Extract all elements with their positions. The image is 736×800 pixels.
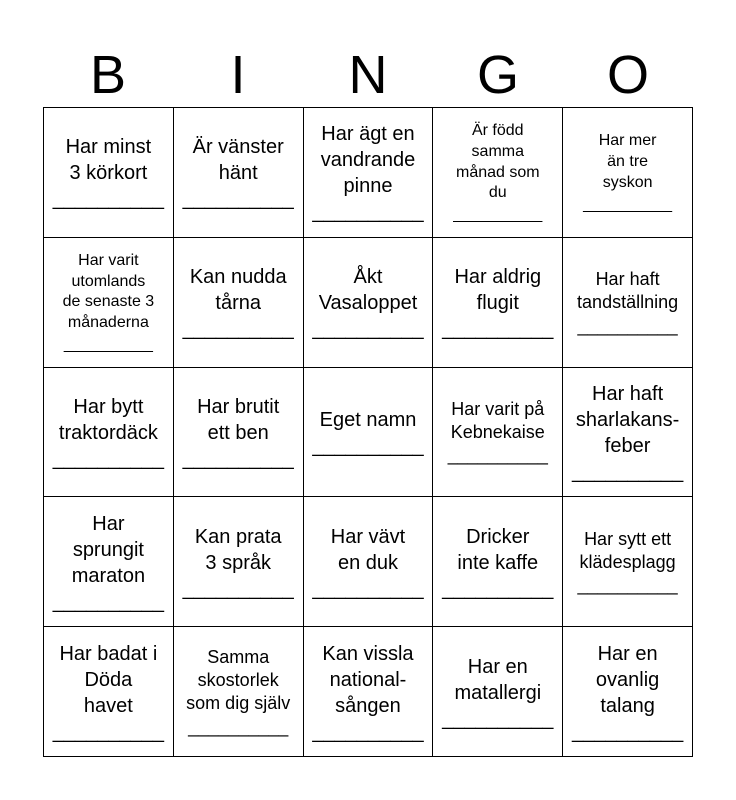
bingo-cell[interactable]: [44, 627, 174, 757]
signature-line: __________: [453, 206, 543, 224]
signature-line: __________: [182, 447, 294, 470]
cell-prompt: Har badat i Döda havet: [59, 642, 158, 717]
signature-line: __________: [442, 318, 554, 341]
cell-prompt: Har vävt en duk: [330, 525, 406, 574]
signature-line: __________: [52, 590, 165, 613]
cell-prompt: Har bytt traktordäck: [58, 395, 158, 444]
cell-prompt: Har varit utomlands de senaste 3 månaderna: [62, 251, 155, 332]
bingo-cell[interactable]: [174, 368, 304, 498]
cell-prompt: Har varit på Kebnekaise: [450, 398, 545, 443]
bingo-cell[interactable]: [304, 238, 434, 368]
bingo-cell[interactable]: [174, 497, 304, 627]
bingo-header: [43, 44, 693, 106]
bingo-cell[interactable]: [563, 627, 693, 757]
header-letter: N: [348, 45, 388, 105]
bingo-cell[interactable]: [563, 368, 693, 498]
signature-line: __________: [312, 577, 424, 600]
cell-prompt: Har aldrig flugit: [454, 266, 542, 315]
cell-prompt: Har minst 3 körkort: [65, 136, 152, 185]
cell-prompt: Kan vissla national- sången: [322, 642, 414, 717]
cell-prompt: Har sytt ett klädesplagg: [579, 528, 676, 572]
cell-prompt: Har en matallergi: [454, 655, 542, 704]
cell-prompt: Har mer än tre syskon: [598, 132, 657, 191]
signature-line: __________: [577, 315, 678, 336]
bingo-cell[interactable]: [174, 238, 304, 368]
signature-line: __________: [312, 318, 424, 341]
cell-prompt: Kan nudda tårna: [189, 266, 287, 315]
cell-prompt: Har haft tandställning: [577, 268, 679, 313]
bingo-cell[interactable]: [433, 627, 563, 757]
cell-prompt: Åkt Vasaloppet: [318, 266, 418, 315]
cell-prompt: Kan prata 3 språk: [194, 525, 282, 574]
signature-line: __________: [52, 188, 165, 211]
bingo-cell[interactable]: [433, 108, 563, 238]
signature-line: __________: [312, 720, 424, 743]
cell-prompt: Har en ovanlig talang: [595, 642, 660, 717]
bingo-cell[interactable]: [433, 238, 563, 368]
bingo-cell[interactable]: [563, 497, 693, 627]
bingo-cell[interactable]: [433, 497, 563, 627]
cell-prompt: Eget namn: [319, 408, 417, 431]
signature-line: __________: [312, 434, 424, 457]
cell-prompt: Har haft sharlakans- feber: [575, 382, 680, 457]
cell-prompt: Dricker inte kaffe: [457, 525, 539, 574]
signature-line: __________: [52, 720, 165, 743]
bingo-cell[interactable]: [563, 108, 693, 238]
cell-prompt: Är vänster hänt: [192, 136, 284, 185]
signature-line: __________: [182, 318, 294, 341]
bingo-cell[interactable]: [304, 627, 434, 757]
bingo-cell[interactable]: [304, 497, 434, 627]
signature-line: __________: [182, 188, 294, 211]
signature-line: __________: [571, 720, 684, 743]
signature-line: __________: [577, 575, 678, 596]
bingo-cell[interactable]: [304, 108, 434, 238]
bingo-cell[interactable]: [174, 108, 304, 238]
header-letter: I: [230, 45, 246, 105]
signature-line: __________: [571, 460, 684, 483]
header-letter: O: [606, 45, 649, 105]
signature-line: __________: [442, 577, 554, 600]
header-letter: B: [89, 45, 127, 105]
signature-line: __________: [442, 707, 554, 730]
signature-line: __________: [52, 447, 165, 470]
cell-prompt: Samma skostorlek som dig själv: [186, 646, 291, 714]
signature-line: __________: [182, 577, 294, 600]
signature-line: __________: [583, 195, 673, 213]
bingo-cell[interactable]: [174, 627, 304, 757]
signature-line: __________: [63, 335, 153, 353]
header-letter: G: [476, 45, 519, 105]
bingo-cell[interactable]: [433, 368, 563, 498]
cell-prompt: Har ägt en vandrande pinne: [320, 123, 416, 198]
cell-prompt: Är född samma månad som du: [455, 122, 540, 202]
bingo-cell[interactable]: [304, 368, 434, 498]
signature-line: __________: [312, 201, 424, 224]
bingo-cell[interactable]: [44, 497, 174, 627]
bingo-cell[interactable]: [44, 238, 174, 368]
cell-prompt: Har brutit ett ben: [197, 395, 280, 444]
bingo-cell[interactable]: [44, 108, 174, 238]
bingo-cell[interactable]: [44, 368, 174, 498]
signature-line: __________: [188, 716, 289, 737]
bingo-cell[interactable]: [563, 238, 693, 368]
signature-line: __________: [447, 445, 548, 466]
bingo-card-grid: [43, 107, 693, 757]
cell-prompt: Har sprungit maraton: [71, 512, 146, 587]
